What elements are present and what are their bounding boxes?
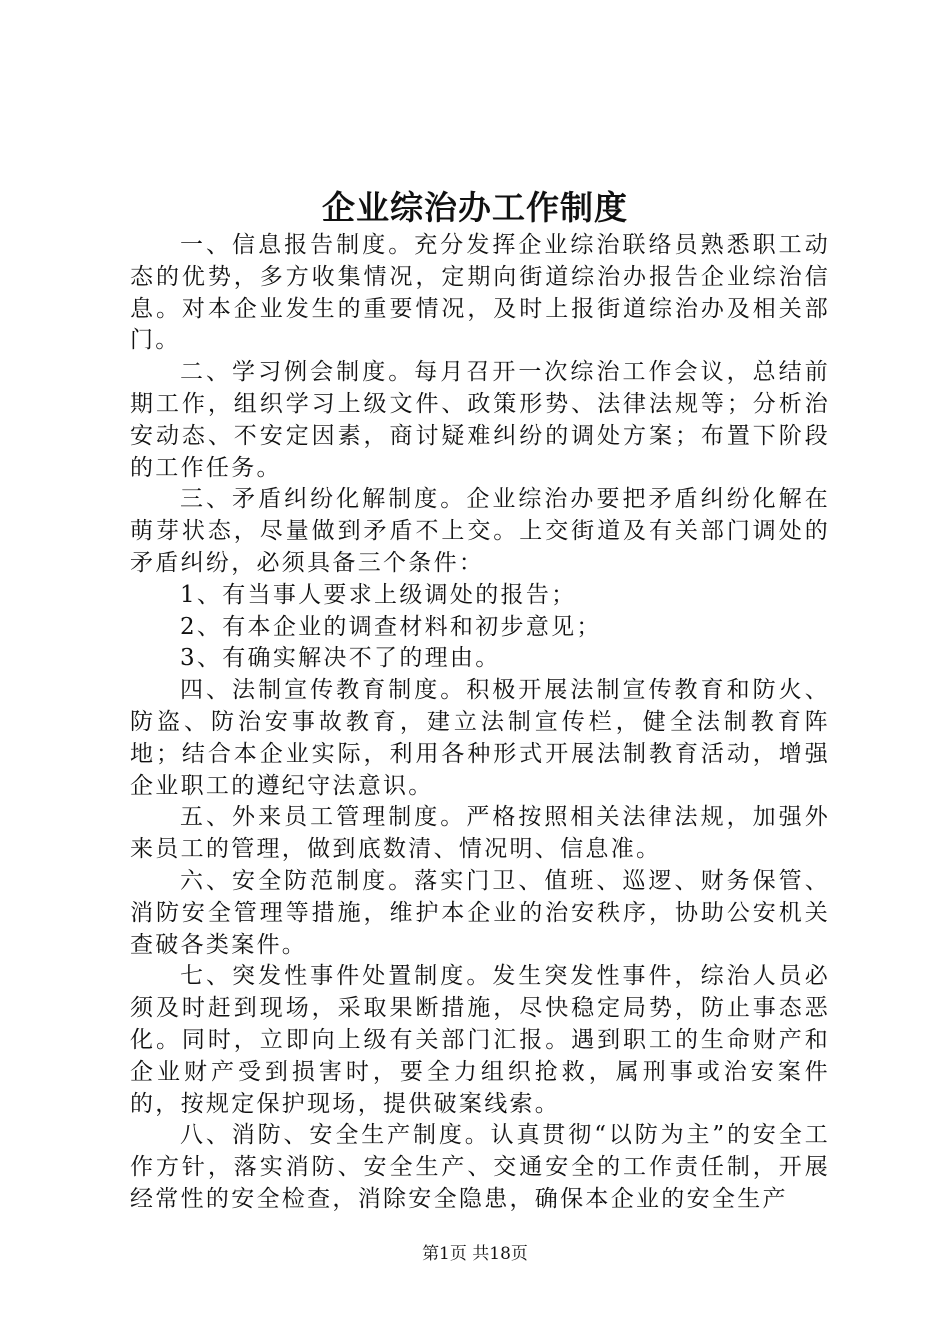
document-body <box>130 230 830 1216</box>
paragraph-info-report: 一、信息报告制度。充分发挥企业综治联络员熟悉职工动态的优势，多方收集情况，定期向街道综治办报告企业综治信息。对本企业发生的重要情况，及时上报街道综治办及相关部门。 <box>130 232 830 354</box>
page-number: 第1页 共18页 <box>422 1244 528 1264</box>
paragraph-fire-safety: 八、消防、安全生产制度。认真贯彻“以防为主”的安全工作方针，落实消防、安全生产、交通安全的工作责任制，开展经常性的安全检查，消除安全隐患，确保本企业的安全生产 <box>130 1122 830 1212</box>
list-item-condition-2: 2、有本企业的调查材料和初步意见； <box>180 613 602 640</box>
paragraph-emergency-handling: 七、突发性事件处置制度。发生突发性事件，综治人员必须及时赶到现场，采取果断措施，尽快稳定局势，防止事态恶化。同时，立即向上级有关部门汇报。遇到职工的生命财产和企业财产受到损害时，要全力组织抢救，属刑事或治安案件的，按规定保护现场，提供破案线索。 <box>130 963 830 1117</box>
paragraph-migrant-workers: 五、外来员工管理制度。严格按照相关法律法规，加强外来员工的管理，做到底数清、情况明、信息准。 <box>130 804 830 863</box>
paragraph-study-meeting: 二、学习例会制度。每月召开一次综治工作会议，总结前期工作，组织学习上级文件、政策形势、法律法规等；分析治安动态、不安定因素，商讨疑难纠纷的调处方案；布置下阶段的工作任务。 <box>130 359 830 481</box>
list-item-condition-3: 3、有确实解决不了的理由。 <box>180 645 501 672</box>
paragraph-dispute-resolution: 三、矛盾纠纷化解制度。企业综治办要把矛盾纠纷化解在萌芽状态，尽量做到矛盾不上交。上交街道及有关部门调处的矛盾纠纷，必须具备三个条件： <box>130 486 830 576</box>
list-item-condition-1: 1、有当事人要求上级调处的报告； <box>180 581 577 608</box>
document-title: 企业综治办工作制度 <box>322 188 628 227</box>
paragraph-safety-prevention: 六、安全防范制度。落实门卫、值班、巡逻、财务保管、消防安全管理等措施，维护本企业的治安秩序，协助公安机关查破各类案件。 <box>130 867 830 958</box>
paragraph-legal-education: 四、法制宣传教育制度。积极开展法制宣传教育和防火、防盗、防治安事故教育，建立法制宣传栏，健全法制教育阵地；结合本企业实际，利用各种形式开展法制教育活动，增强企业职工的遵纪守法意识。 <box>130 677 830 799</box>
